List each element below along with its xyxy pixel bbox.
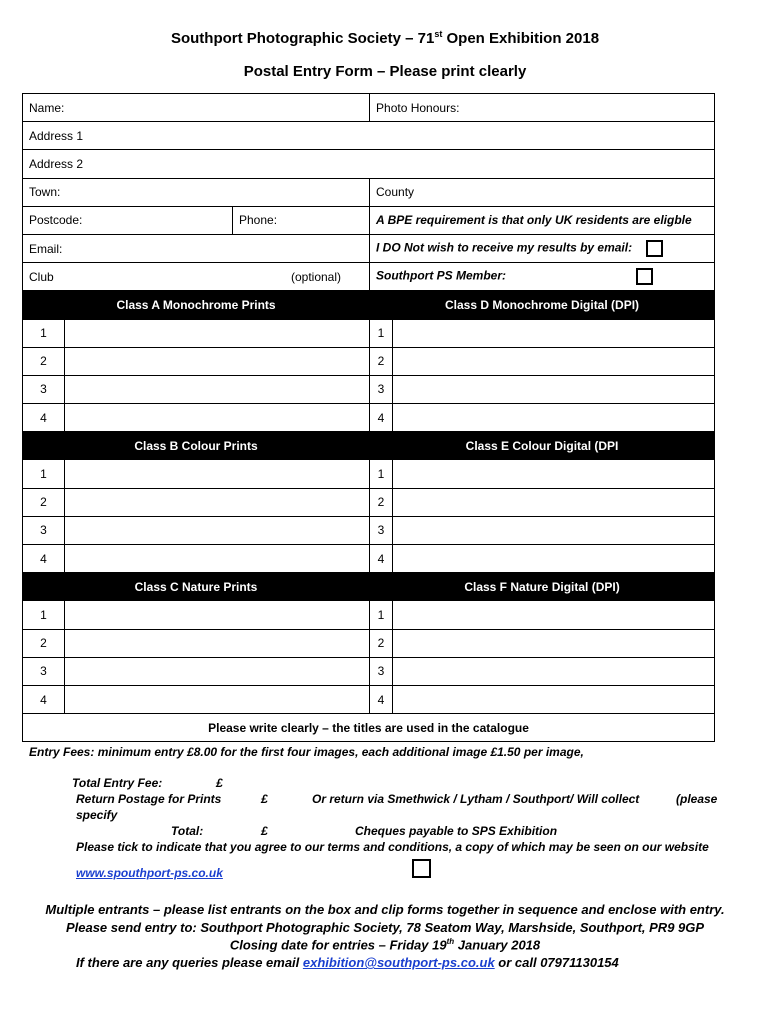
club-label: Club xyxy=(29,269,54,284)
specify-text: specify xyxy=(76,808,118,822)
title-entry[interactable] xyxy=(65,347,370,375)
row-number: 2 xyxy=(23,488,65,516)
row-number: 1 xyxy=(370,460,393,488)
row-number: 1 xyxy=(23,460,65,488)
class-f-header: Class F Nature Digital (DPI) xyxy=(370,573,715,601)
title-entry[interactable] xyxy=(65,601,370,629)
club-field[interactable] xyxy=(23,263,370,291)
title-entry[interactable] xyxy=(65,657,370,685)
page-title: Southport Photographic Society – 71st Open Exhibition 2018 xyxy=(170,29,600,47)
row-number: 3 xyxy=(23,657,65,685)
title-entry[interactable] xyxy=(393,545,715,573)
return-options-text: Or return via Smethwick / Lytham / Southport/ Will collect xyxy=(312,792,640,806)
row-number: 4 xyxy=(370,404,393,432)
pound-sign: £ xyxy=(261,824,268,838)
row-number: 3 xyxy=(370,657,393,685)
terms-checkbox[interactable] xyxy=(412,859,431,878)
no-email-results-cell xyxy=(370,234,715,262)
pound-sign: £ xyxy=(261,792,268,806)
row-number: 1 xyxy=(370,601,393,629)
title-entry[interactable] xyxy=(393,404,715,432)
row-number: 4 xyxy=(23,685,65,713)
title-entry[interactable] xyxy=(393,601,715,629)
county-field[interactable]: County xyxy=(370,178,715,206)
title-entry[interactable] xyxy=(65,488,370,516)
no-email-checkbox[interactable] xyxy=(646,240,663,257)
optional-label: (optional) xyxy=(290,269,342,284)
name-row xyxy=(23,94,715,122)
sps-member-label: Southport PS Member: xyxy=(376,268,507,283)
title-entry[interactable] xyxy=(65,545,370,573)
title-entry[interactable] xyxy=(65,375,370,403)
row-number: 3 xyxy=(370,516,393,544)
postcode-field[interactable]: Postcode: xyxy=(23,206,233,234)
total-label: Total: xyxy=(171,824,204,838)
title-entry[interactable] xyxy=(393,685,715,713)
entry-form-table xyxy=(22,93,715,742)
queries-text: If there are any queries please email exhibition@southport-ps.co.uk or call 07971130154 xyxy=(76,955,619,970)
title-entry[interactable] xyxy=(65,685,370,713)
sps-member-cell xyxy=(370,263,715,291)
title-entry[interactable] xyxy=(393,629,715,657)
title-entry[interactable] xyxy=(393,657,715,685)
entry-fees-text: Entry Fees: minimum entry £8.00 for the first four images, each additional image £1.50 per image, xyxy=(29,745,584,759)
total-entry-fee-label: Total Entry Fee: xyxy=(72,776,163,790)
closing-date-text: Closing date for entries – Friday 19th January 2018 xyxy=(229,937,541,953)
title-entry[interactable] xyxy=(65,319,370,347)
row-number: 1 xyxy=(23,601,65,629)
no-email-results-label: I DO Not wish to receive my results by email: xyxy=(376,240,633,255)
row-number: 2 xyxy=(370,629,393,657)
class-a-header: Class A Monochrome Prints xyxy=(23,291,370,319)
title-entry[interactable] xyxy=(393,347,715,375)
class-e-header: Class E Colour Digital (DPI xyxy=(370,432,715,460)
title-entry[interactable] xyxy=(393,460,715,488)
bpe-note: A BPE requirement is that only UK residents are eligble xyxy=(370,206,715,234)
town-field[interactable]: Town: xyxy=(23,178,370,206)
return-postage-label: Return Postage for Prints xyxy=(76,792,222,806)
please-text: (please xyxy=(676,792,718,806)
row-number: 1 xyxy=(370,319,393,347)
catalogue-note: Please write clearly – the titles are used in the catalogue xyxy=(23,714,715,742)
page-subtitle: Postal Entry Form – Please print clearly xyxy=(243,63,527,80)
title-entry[interactable] xyxy=(393,516,715,544)
address2-field[interactable]: Address 2 xyxy=(23,150,715,178)
title-entry[interactable] xyxy=(393,375,715,403)
title-entry[interactable] xyxy=(65,460,370,488)
title-entry[interactable] xyxy=(65,516,370,544)
cheques-text: Cheques payable to SPS Exhibition xyxy=(355,824,558,838)
class-d-header: Class D Monochrome Digital (DPI) xyxy=(370,291,715,319)
row-number: 2 xyxy=(370,347,393,375)
row-number: 2 xyxy=(23,629,65,657)
title-entry[interactable] xyxy=(393,488,715,516)
row-number: 1 xyxy=(23,319,65,347)
class-c-header: Class C Nature Prints xyxy=(23,573,370,601)
row-number: 3 xyxy=(23,516,65,544)
row-number: 3 xyxy=(370,375,393,403)
row-number: 4 xyxy=(370,685,393,713)
row-number: 2 xyxy=(23,347,65,375)
photo-honours-field[interactable]: Photo Honours: xyxy=(370,94,715,122)
website-link[interactable]: www.spouthport-ps.co.uk xyxy=(76,866,223,880)
contact-email-link[interactable]: exhibition@southport-ps.co.uk xyxy=(302,955,495,970)
class-b-header: Class B Colour Prints xyxy=(23,432,370,460)
title-entry[interactable] xyxy=(65,404,370,432)
multiple-entrants-text: Multiple entrants – please list entrants on the box and clip forms together in sequence and enclose with entry. xyxy=(45,902,725,917)
phone-field[interactable]: Phone: xyxy=(233,206,370,234)
pound-sign: £ xyxy=(216,776,223,790)
send-entry-text: Please send entry to: Southport Photographic Society, 78 Seatom Way, Marshside, Southport, PR9 9GP xyxy=(65,920,705,935)
row-number: 4 xyxy=(23,545,65,573)
row-number: 4 xyxy=(23,404,65,432)
address1-field[interactable]: Address 1 xyxy=(23,122,715,150)
email-field[interactable]: Email: xyxy=(23,234,370,262)
row-number: 4 xyxy=(370,545,393,573)
row-number: 2 xyxy=(370,488,393,516)
sps-member-checkbox[interactable] xyxy=(636,268,653,285)
title-entry[interactable] xyxy=(65,629,370,657)
title-entry[interactable] xyxy=(393,319,715,347)
terms-text: Please tick to indicate that you agree to our terms and conditions, a copy of which may be seen on our website xyxy=(76,840,709,854)
row-number: 3 xyxy=(23,375,65,403)
name-field[interactable]: Name: xyxy=(23,94,370,122)
